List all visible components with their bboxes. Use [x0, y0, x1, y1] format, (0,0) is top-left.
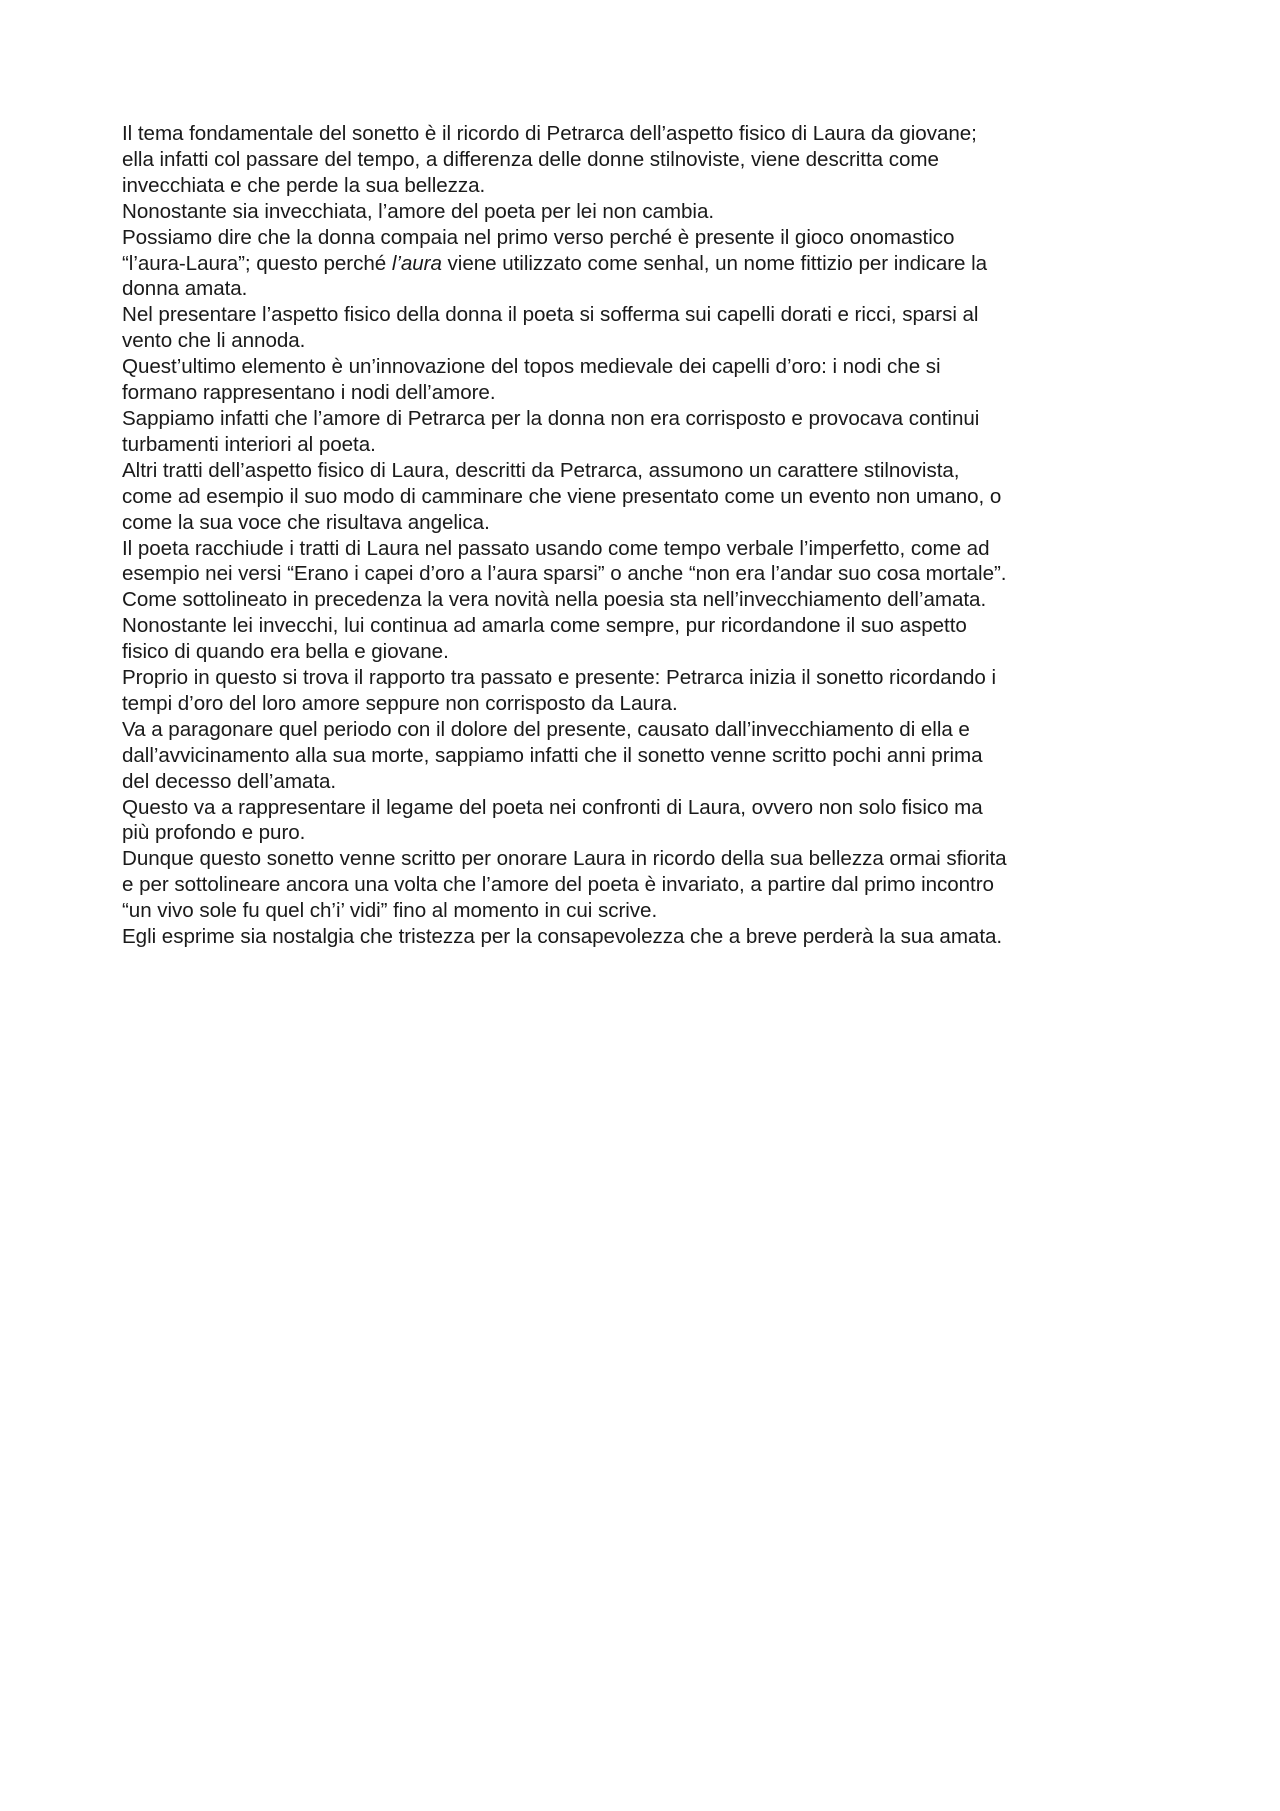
text-line: del decesso dell’amata.	[122, 769, 337, 793]
text-line: Quest’ultimo elemento è un’innovazione del topos medievale dei capelli d’oro: i nodi che si	[122, 355, 941, 379]
text-line: più profondo e puro.	[122, 821, 306, 845]
text-line: come la sua voce che risultava angelica.	[122, 510, 490, 534]
text-line: Sappiamo infatti che l’amore di Petrarca per la donna non era corrisposto e provocava continui	[122, 406, 980, 430]
text-line	[122, 251, 1182, 277]
text-line: vento che li annoda.	[122, 329, 306, 353]
text-line: Il poeta racchiude i tratti di Laura nel passato usando come tempo verbale l’imperfetto, come ad	[122, 536, 990, 560]
text-line: Altri tratti dell’aspetto fisico di Laura, descritti da Petrarca, assumono un carattere stilnovista,	[122, 458, 960, 482]
text-segment: viene utilizzato come senhal, un nome fittizio per indicare la	[441, 251, 988, 275]
text-line: invecchiata e che perde la sua bellezza.	[122, 173, 486, 197]
text-line: Come sottolineato in precedenza la vera novità nella poesia sta nell’invecchiamento dell’amata.	[122, 588, 987, 612]
text-line: Nonostante sia invecchiata, l’amore del poeta per lei non cambia.	[122, 199, 715, 223]
text-line: “un vivo sole fu quel ch’i’ vidi” fino al momento in cui scrive.	[122, 899, 658, 923]
text-line: Dunque questo sonetto venne scritto per onorare Laura in ricordo della sua bellezza ormai sfiorita	[122, 847, 1007, 871]
italic-term: l’aura	[391, 251, 442, 275]
text-line: e per sottolineare ancora una volta che l’amore del poeta è invariato, a partire dal primo incontro	[122, 873, 994, 897]
text-line: Il tema fondamentale del sonetto è il ricordo di Petrarca dell’aspetto fisico di Laura da giovane;	[122, 122, 977, 145]
text-line: Nonostante lei invecchi, lui continua ad amarla come sempre, pur ricordandone il suo aspetto	[122, 614, 967, 638]
text-line: Va a paragonare quel periodo con il dolore del presente, causato dall’invecchiamento di ella e	[122, 717, 970, 741]
text-line: dall’avvicinamento alla sua morte, sappiamo infatti che il sonetto venne scritto pochi anni prima	[122, 743, 983, 767]
text-line: Possiamo dire che la donna compaia nel primo verso perché è presente il gioco onomastico	[122, 225, 955, 249]
essay-text	[122, 121, 1182, 950]
text-line: formano rappresentano i nodi dell’amore.	[122, 381, 496, 405]
text-line: Questo va a rappresentare il legame del poeta nei confronti di Laura, ovvero non solo fisico ma	[122, 795, 983, 819]
text-line: come ad esempio il suo modo di camminare che viene presentato come un evento non umano, o	[122, 484, 1002, 508]
text-line: fisico di quando era bella e giovane.	[122, 640, 449, 664]
text-segment: “l’aura-Laura”; questo perché	[122, 251, 392, 275]
text-line: esempio nei versi “Erano i capei d’oro a l’aura sparsi” o anche “non era l’andar suo cosa mortale”.	[122, 562, 1007, 586]
text-line: Proprio in questo si trova il rapporto tra passato e presente: Petrarca inizia il sonetto ricordando i	[122, 666, 997, 690]
text-line: ella infatti col passare del tempo, a differenza delle donne stilnoviste, viene descritta come	[122, 147, 939, 171]
text-line: Nel presentare l’aspetto fisico della donna il poeta si sofferma sui capelli dorati e ricci, sparsi al	[122, 303, 979, 327]
text-line: Egli esprime sia nostalgia che tristezza per la consapevolezza che a breve perderà la sua amata.	[122, 925, 1003, 949]
text-line: tempi d’oro del loro amore seppure non corrisposto da Laura.	[122, 691, 678, 715]
text-line: turbamenti interiori al poeta.	[122, 432, 376, 456]
text-line: donna amata.	[122, 277, 248, 301]
